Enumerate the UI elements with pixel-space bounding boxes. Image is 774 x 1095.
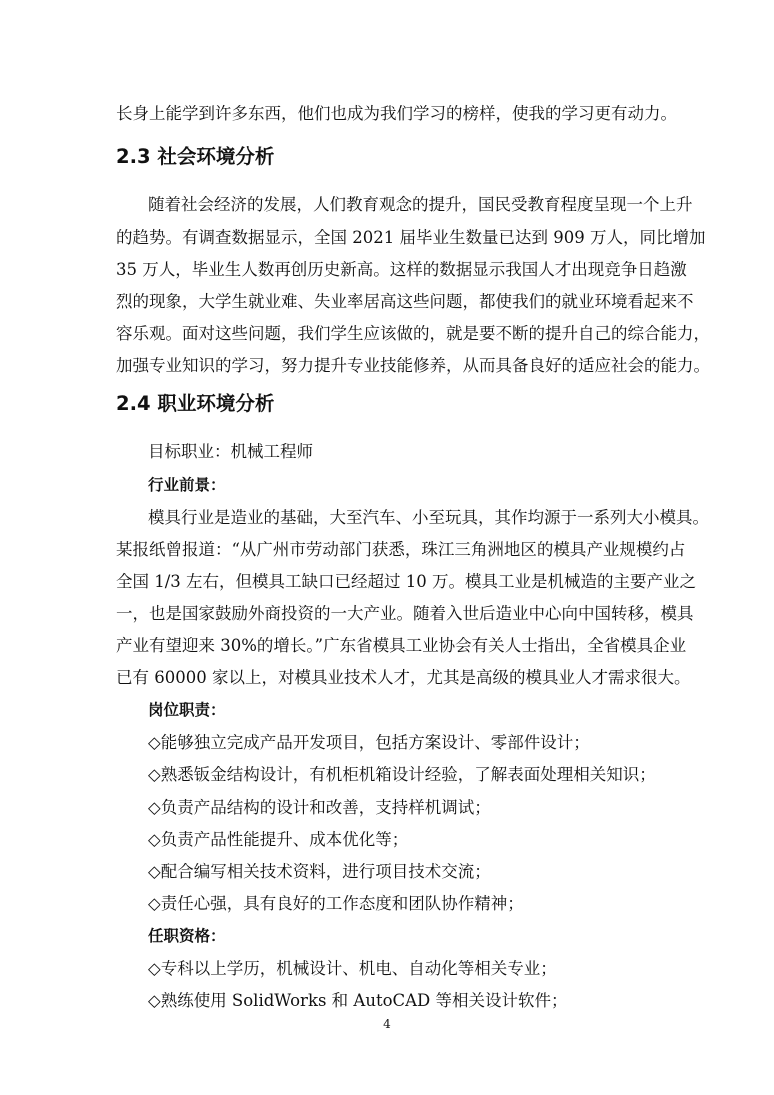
duty-item: ◇熟悉钣金结构设计，有机柜机箱设计经验，了解表面处理相关知识； bbox=[148, 765, 656, 784]
continuation-line: 长身上能学到许多东西，他们也成为我们学习的榜样，使我的学习更有动力。 bbox=[116, 104, 677, 123]
duty-item: ◇能够独立完成产品开发项目，包括方案设计、零部件设计； bbox=[148, 733, 590, 752]
section-heading-2-3: 2.3 社会环境分析 bbox=[116, 145, 275, 168]
qualifications-label bbox=[148, 925, 658, 947]
prospect-line: 产业有望迎来 30%的增长。”广东省模具工业协会有关人士指出，全省模具企业 bbox=[116, 636, 687, 655]
paragraph-line: 的趋势。有调查数据显示，全国 2021 届毕业生数量已达到 909 万人，同比增加 bbox=[116, 228, 706, 247]
qualifications-label-text: 任职资格： bbox=[148, 927, 226, 945]
prospect-line: 某报纸曾报道：“从广州市劳动部门获悉，珠江三角洲地区的模具产业规模约占 bbox=[116, 540, 686, 559]
duties-label bbox=[148, 699, 658, 721]
paragraph-line: 容乐观。面对这些问题，我们学生应该做的，就是要不断的提升自己的综合能力， bbox=[116, 324, 710, 343]
prospect-label-text: 行业前景： bbox=[148, 476, 226, 494]
page-number: 4 bbox=[383, 1017, 391, 1031]
duty-item: ◇配合编写相关技术资料，进行项目技术交流； bbox=[148, 862, 491, 881]
paragraph-line: 随着社会经济的发展，人们教育观念的提升，国民受教育程度呈现一个上升 bbox=[148, 195, 693, 214]
duty-item: ◇负责产品结构的设计和改善，支持样机调试； bbox=[148, 798, 491, 817]
qualification-item: ◇专科以上学历，机械设计、机电、自动化等相关专业； bbox=[148, 959, 557, 978]
section-heading-2-4: 2.4 职业环境分析 bbox=[116, 392, 275, 415]
target-career: 目标职业：机械工程师 bbox=[148, 442, 313, 461]
paragraph-line: 烈的现象，大学生就业难、失业率居高这些问题，都使我们的就业环境看起来不 bbox=[116, 292, 694, 311]
prospect-label bbox=[148, 474, 658, 496]
duties-label-text: 岗位职责： bbox=[148, 701, 226, 719]
duty-item: ◇责任心强，具有良好的工作态度和团队协作精神； bbox=[148, 894, 524, 913]
prospect-line: 模具行业是造业的基础，大至汽车、小至玩具，其作均源于一系列大小模具。 bbox=[148, 508, 709, 527]
prospect-line: 全国 1/3 左右，但模具工缺口已经超过 10 万。模具工业是机械造的主要产业之 bbox=[116, 572, 697, 591]
qualification-item: ◇熟练使用 SolidWorks 和 AutoCAD 等相关设计软件； bbox=[148, 991, 568, 1010]
duty-item: ◇负责产品性能提升、成本优化等； bbox=[148, 830, 409, 849]
prospect-line: 已有 60000 家以上，对模具业技术人才，尤其是高级的模具业人才需求很大。 bbox=[116, 668, 691, 687]
paragraph-line: 35 万人，毕业生人数再创历史新高。这样的数据显示我国人才出现竞争日趋激 bbox=[116, 260, 687, 279]
paragraph-line: 加强专业知识的学习，努力提升专业技能修养，从而具备良好的适应社会的能力。 bbox=[116, 356, 710, 375]
prospect-line: 一，也是国家鼓励外商投资的一大产业。随着入世后造业中心向中国转移，模具 bbox=[116, 604, 694, 623]
